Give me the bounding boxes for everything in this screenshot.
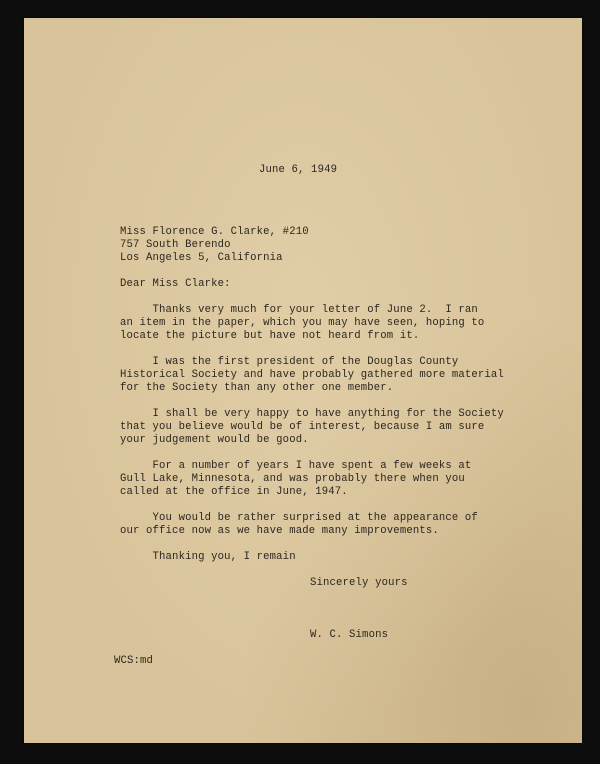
paragraph-4-line-2: Gull Lake, Minnesota, and was probably there when you	[120, 473, 465, 485]
paragraph-3-line-3: your judgement would be good.	[120, 434, 309, 446]
letter-date: June 6, 1949	[259, 164, 338, 176]
paragraph-3-line-1: I shall be very happy to have anything for the Society	[120, 408, 504, 420]
signature: W. C. Simons	[310, 629, 389, 641]
paragraph-2-line-1: I was the first president of the Douglas County	[120, 356, 459, 368]
reference-initials: WCS:md	[114, 655, 154, 667]
letter-page	[24, 18, 582, 743]
paragraph-3-line-2: that you believe would be of interest, because I am sure	[120, 421, 485, 433]
valediction: Sincerely yours	[310, 577, 408, 589]
recipient-street: 757 South Berendo	[120, 239, 231, 251]
paragraph-2-line-3: for the Society than any other one member.	[120, 382, 394, 394]
salutation: Dear Miss Clarke:	[120, 278, 231, 290]
paragraph-5-line-1: You would be rather surprised at the appearance of	[120, 512, 478, 524]
recipient-city: Los Angeles 5, California	[120, 252, 283, 264]
paragraph-1-line-2: an item in the paper, which you may have seen, hoping to	[120, 317, 485, 329]
paragraph-1-line-1: Thanks very much for your letter of June 2. I ran	[120, 304, 478, 316]
paragraph-5-line-2: our office now as we have made many improvements.	[120, 525, 439, 537]
paragraph-1-line-3: locate the picture but have not heard from it.	[120, 330, 420, 342]
paragraph-4-line-1: For a number of years I have spent a few weeks at	[120, 460, 472, 472]
paragraph-2-line-2: Historical Society and have probably gathered more material	[120, 369, 504, 381]
paragraph-4-line-3: called at the office in June, 1947.	[120, 486, 348, 498]
recipient-name: Miss Florence G. Clarke, #210	[120, 226, 309, 238]
closing-line: Thanking you, I remain	[120, 551, 296, 563]
